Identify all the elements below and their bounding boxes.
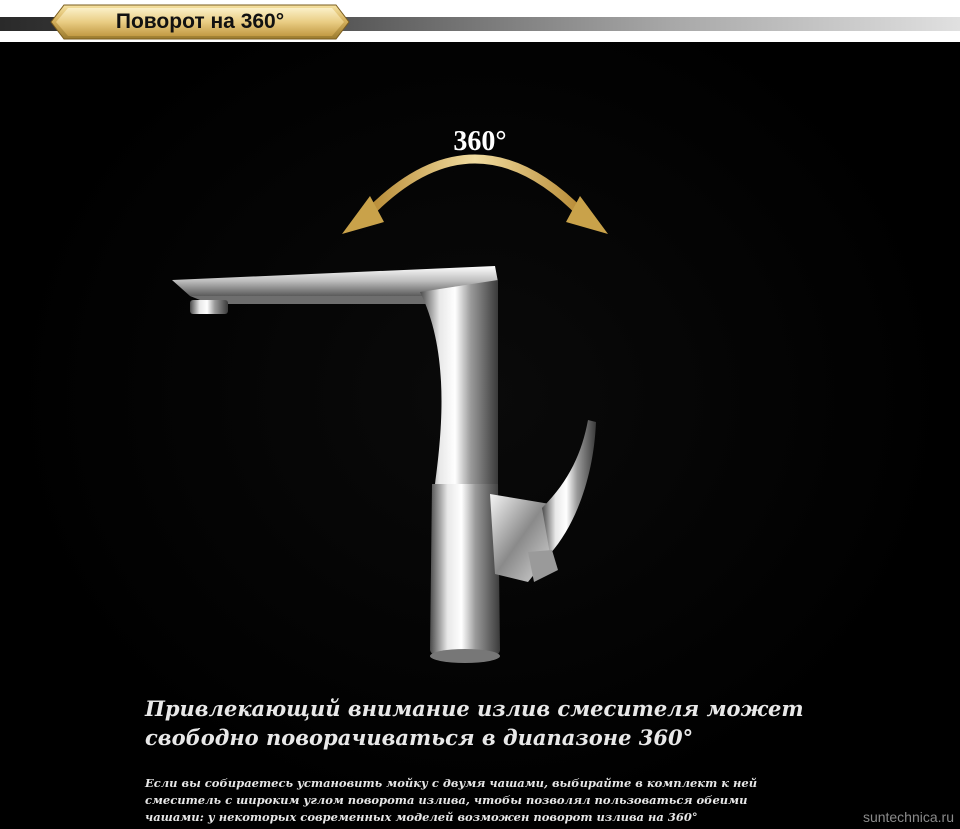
title-badge	[50, 4, 350, 40]
faucet-image	[150, 252, 630, 672]
description-paragraph	[145, 775, 845, 826]
top-strip	[0, 0, 960, 42]
paragraph-line: смеситель с широким углом поворота излива, чтобы позволял пользоваться обеими	[145, 793, 748, 807]
headline-line: Привлекающий внимание излив смесителя может	[145, 696, 804, 721]
headline	[145, 694, 865, 752]
paragraph-line: Если вы собираетесь установить мойку с двумя чашами, выбирайте в комплект к ней	[145, 776, 758, 790]
product-stage	[0, 42, 960, 829]
banner-title: Поворот на 360°	[115, 10, 285, 33]
watermark: suntechnica.ru	[862, 809, 954, 825]
headline-line: свободно поворачиваться в диапазоне 360°	[145, 725, 694, 750]
paragraph-line: чашами: у некоторых современных моделей возможен поворот излива на 360°	[145, 810, 698, 824]
rotation-label: 360°	[453, 126, 507, 157]
